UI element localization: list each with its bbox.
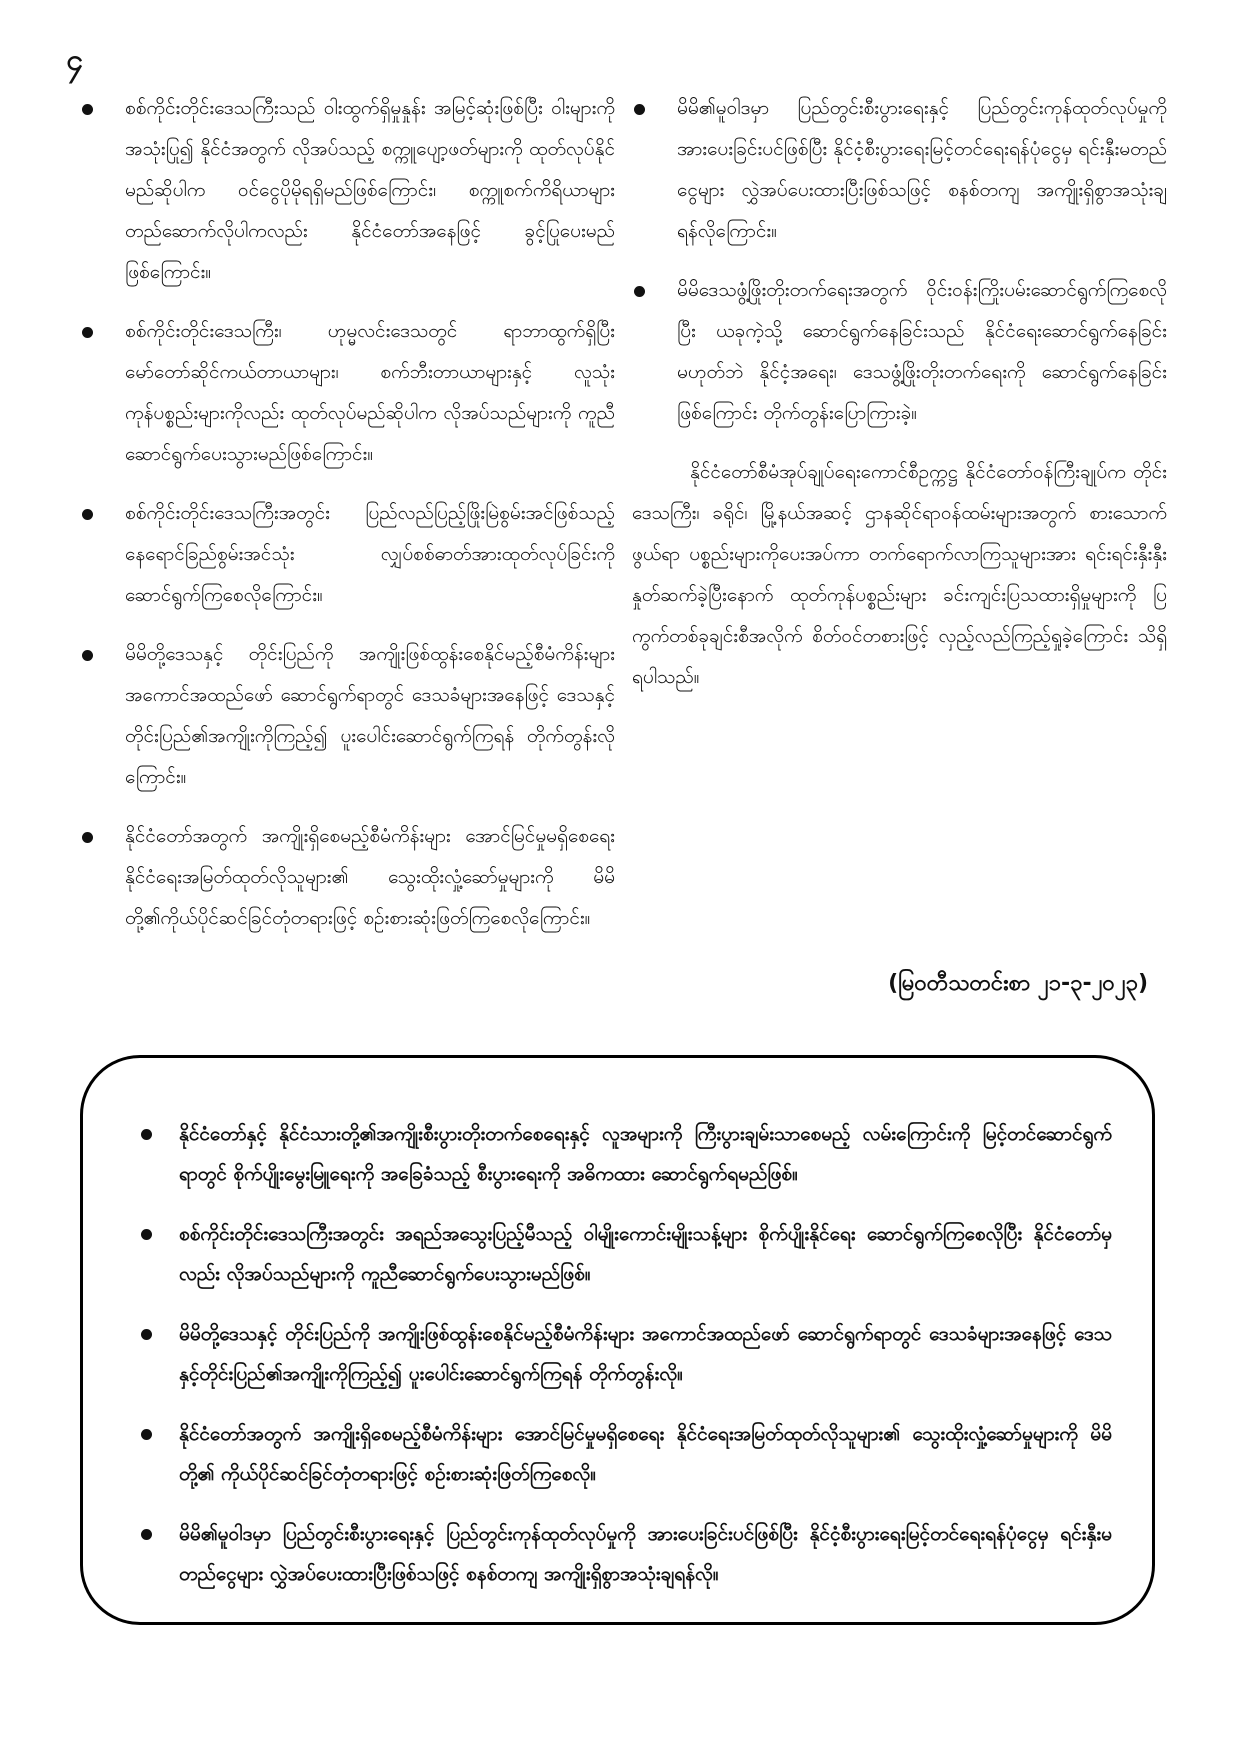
bullet-dot-icon bbox=[141, 1229, 152, 1240]
bullet-paragraph bbox=[80, 634, 615, 798]
bullet-dot-icon bbox=[141, 1429, 152, 1440]
page-number: ၄ bbox=[66, 43, 83, 78]
bullet-paragraph bbox=[80, 88, 615, 293]
bullet-text: စစ်ကိုင်းတိုင်းဒေသကြီး၊ ဟုမ္မလင်းဒေသတွင် ရာဘာထွက်ရှိပြီး မော်တော်ဆိုင်ကယ်တာယာများ၊ စက်ဘီးတာယာများနှင့် လူသုံးကုန်ပစ္စည်းများကိုလည်း ထုတ်လုပ်မည်ဆိုပါက လိုအပ်သည်များကို ကူညီဆောင်ရွက်ပေးသွားမည်ဖြစ်ကြောင်း။ bbox=[125, 320, 615, 465]
bullet-text: မိမိ၏မူဝါဒမှာ ပြည်တွင်းစီးပွားရေးနှင့် ပြည်တွင်းကုန်ထုတ်လုပ်မှုကို အားပေးခြင်းပင်ဖြစ်ပြီး နိုင်ငံ့စီးပွားရေးမြင့်တင်ရေးရန်ပုံငွေမှ ရင်းနှီးမတည်ငွေများ လွှဲအပ်ပေးထားပြီးဖြစ်သဖြင့် စနစ်တကျ အကျိုးရှိစွာအသုံးချရန်လိုကြောင်း။ bbox=[677, 97, 1167, 242]
bullet-paragraph bbox=[632, 270, 1167, 434]
summary-text: မိမိတို့ဒေသနှင့် တိုင်းပြည်ကို အကျိုးဖြစ်ထွန်းစေနိုင်မည့်စီမံကိန်းများ အကောင်အထည်ဖော် ဆောင်ရွက်ရာတွင် ဒေသခံများအနေဖြင့် ဒေသနှင့်တိုင်းပြည်၏အကျိုးကိုကြည့်၍ ပူးပေါင်းဆောင်ရွက်ကြရန် တိုက်တွန်းလို။ bbox=[179, 1323, 1112, 1385]
summary-text: စစ်ကိုင်းတိုင်းဒေသကြီးအတွင်း အရည်အသွေးပြည့်မီသည့် ဝါမျိုးကောင်းမျိုးသန့်များ စိုက်ပျိုးနိုင်ရေး ဆောင်ရွက်ကြစေလိုပြီး နိုင်ငံတော်မှလည်း လိုအပ်သည်များကို ကူညီဆောင်ရွက်ပေးသွားမည်ဖြစ်။ bbox=[179, 1223, 1112, 1285]
summary-text: နိုင်ငံတော်အတွက် အကျိုးရှိစေမည့်စီမံကိန်းများ အောင်မြင်မှုမရှိစေရေး နိုင်ငံရေးအမြတ်ထုတ်လိုသူများ၏ သွေးထိုးလှုံ့ဆော်မှုများကို မိမိတို့၏ ကိုယ်ပိုင်ဆင်ခြင်တုံတရားဖြင့် စဉ်းစားဆုံးဖြတ်ကြစေလို။ bbox=[179, 1423, 1112, 1485]
bullet-dot-icon bbox=[634, 104, 645, 115]
summary-item bbox=[135, 1114, 1112, 1194]
bullet-paragraph bbox=[80, 493, 615, 616]
summary-item bbox=[135, 1314, 1112, 1394]
bullet-dot-icon bbox=[141, 1329, 152, 1340]
bullet-text: မိမိတို့ဒေသနှင့် တိုင်းပြည်ကို အကျိုးဖြစ်ထွန်းစေနိုင်မည့်စီမံကိန်းများ အကောင်အထည်ဖော် ဆောင်ရွက်ရာတွင် ဒေသခံများအနေဖြင့် ဒေသနှင့်တိုင်းပြည်၏အကျိုးကိုကြည့်၍ ပူးပေါင်းဆောင်ရွက်ကြရန် တိုက်တွန်းလိုကြောင်း။ bbox=[125, 643, 615, 788]
bullet-paragraph bbox=[80, 816, 615, 939]
summary-text: မိမိ၏မူဝါဒမှာ ပြည်တွင်းစီးပွားရေးနှင့် ပြည်တွင်းကုန်ထုတ်လုပ်မှုကို အားပေးခြင်းပင်ဖြစ်ပြီး နိုင်ငံ့စီးပွားရေးမြင့်တင်ရေးရန်ပုံငွေမှ ရင်းနှီးမတည်ငွေများ လွှဲအပ်ပေးထားပြီးဖြစ်သဖြင့် စနစ်တကျ အကျိုးရှိစွာအသုံးချရန်လို။ bbox=[179, 1523, 1112, 1585]
bullet-dot-icon bbox=[141, 1129, 152, 1140]
summary-item bbox=[135, 1514, 1112, 1594]
bullet-dot-icon bbox=[82, 832, 93, 843]
left-column bbox=[80, 88, 615, 957]
body-paragraph: နိုင်ငံတော်စီမံအုပ်ချုပ်ရေးကောင်စီဥက္ကဋ္ဌ နိုင်ငံတော်ဝန်ကြီးချုပ်က တိုင်းဒေသကြီး၊ ခရိုင်၊ မြို့နယ်အဆင့် ဌာနဆိုင်ရာဝန်ထမ်းများအတွက် စားသောက်ဖွယ်ရာ ပစ္စည်းများကိုပေးအပ်ကာ တက်ရောက်လာကြသူများအား ရင်းရင်းနှီးနှီးနှုတ်ဆက်ခဲ့ပြီးနောက် ထုတ်ကုန်ပစ္စည်းများ ခင်းကျင်းပြသထားရှိမှုများကို ပြကွက်တစ်ခုချင်းစီအလိုက် စိတ်ဝင်တစားဖြင့် လှည့်လည်ကြည့်ရှုခဲ့ကြောင်း သိရှိရပါသည်။ bbox=[632, 461, 1167, 688]
right-column bbox=[632, 88, 1167, 698]
summary-item bbox=[135, 1214, 1112, 1294]
bullet-dot-icon bbox=[82, 509, 93, 520]
bullet-text: စစ်ကိုင်းတိုင်းဒေသကြီးသည် ဝါးထွက်ရှိမှုနှုန်း အမြင့်ဆုံးဖြစ်ပြီး ဝါးများကို အသုံးပြု၍ နိုင်ငံအတွက် လိုအပ်သည့် စက္ကူပျော့ဖတ်များကို ထုတ်လုပ်နိုင်မည်ဆိုပါက ဝင်ငွေပိုမိုရရှိမည်ဖြစ်ကြောင်း၊ စက္ကူစက်ကိရိယာများတည်ဆောက်လိုပါကလည်း နိုင်ငံတော်အနေဖြင့် ခွင့်ပြုပေးမည်ဖြစ်ကြောင်း။ bbox=[125, 97, 615, 283]
summary-item bbox=[135, 1414, 1112, 1494]
bullet-dot-icon bbox=[141, 1529, 152, 1540]
bullet-dot-icon bbox=[82, 650, 93, 661]
bullet-text: စစ်ကိုင်းတိုင်းဒေသကြီးအတွင်း ပြည်လည်ပြည့်ဖြိုးမြဲစွမ်းအင်ဖြစ်သည့် နေရောင်ခြည်စွမ်းအင်သုံး လျှပ်စစ်ဓာတ်အားထုတ်လုပ်ခြင်းကို ဆောင်ရွက်ကြစေလိုကြောင်း။ bbox=[125, 502, 615, 606]
bullet-dot-icon bbox=[82, 327, 93, 338]
summary-box bbox=[80, 1055, 1155, 1625]
bullet-text: နိုင်ငံတော်အတွက် အကျိုးရှိစေမည့်စီမံကိန်းများ အောင်မြင်မှုမရှိစေရေး နိုင်ငံရေးအမြတ်ထုတ်လိုသူများ၏ သွေးထိုးလှုံ့ဆော်မှုများကို မိမိတို့၏ကိုယ်ပိုင်ဆင်ခြင်တုံတရားဖြင့် စဉ်းစားဆုံးဖြတ်ကြစေလိုကြောင်း။ bbox=[125, 825, 615, 929]
bullet-dot-icon bbox=[82, 104, 93, 115]
summary-text: နိုင်ငံတော်နှင့် နိုင်ငံသားတို့၏အကျိုးစီးပွားတိုးတက်စေရေးနှင့် လူအများကို ကြီးပွားချမ်းသာစေမည့် လမ်းကြောင်းကို မြင့်တင်ဆောင်ရွက်ရာတွင် စိုက်ပျိုးမွေးမြူရေးကို အခြေခံသည့် စီးပွားရေးကို အဓိကထား ဆောင်ရွက်ရမည်ဖြစ်။ bbox=[179, 1123, 1112, 1185]
bullet-paragraph bbox=[80, 311, 615, 475]
bullet-text: မိမိဒေသဖွံ့ဖြိုးတိုးတက်ရေးအတွက် ဝိုင်းဝန်းကြိုးပမ်းဆောင်ရွက်ကြစေလိုပြီး ယခုကဲ့သို့ ဆောင်ရွက်နေခြင်းသည် နိုင်ငံရေးဆောင်ရွက်နေခြင်းမဟုတ်ဘဲ နိုင်ငံ့အရေး၊ ဒေသဖွံ့ဖြိုးတိုးတက်ရေးကို ဆောင်ရွက်နေခြင်းဖြစ်ကြောင်း တိုက်တွန်းပြောကြားခဲ့။ bbox=[677, 279, 1167, 424]
bullet-paragraph bbox=[632, 88, 1167, 252]
bullet-dot-icon bbox=[634, 286, 645, 297]
source-citation: (မြဝတီသတင်းစာ ၂၁-၃-၂၀၂၃) bbox=[888, 971, 1148, 996]
